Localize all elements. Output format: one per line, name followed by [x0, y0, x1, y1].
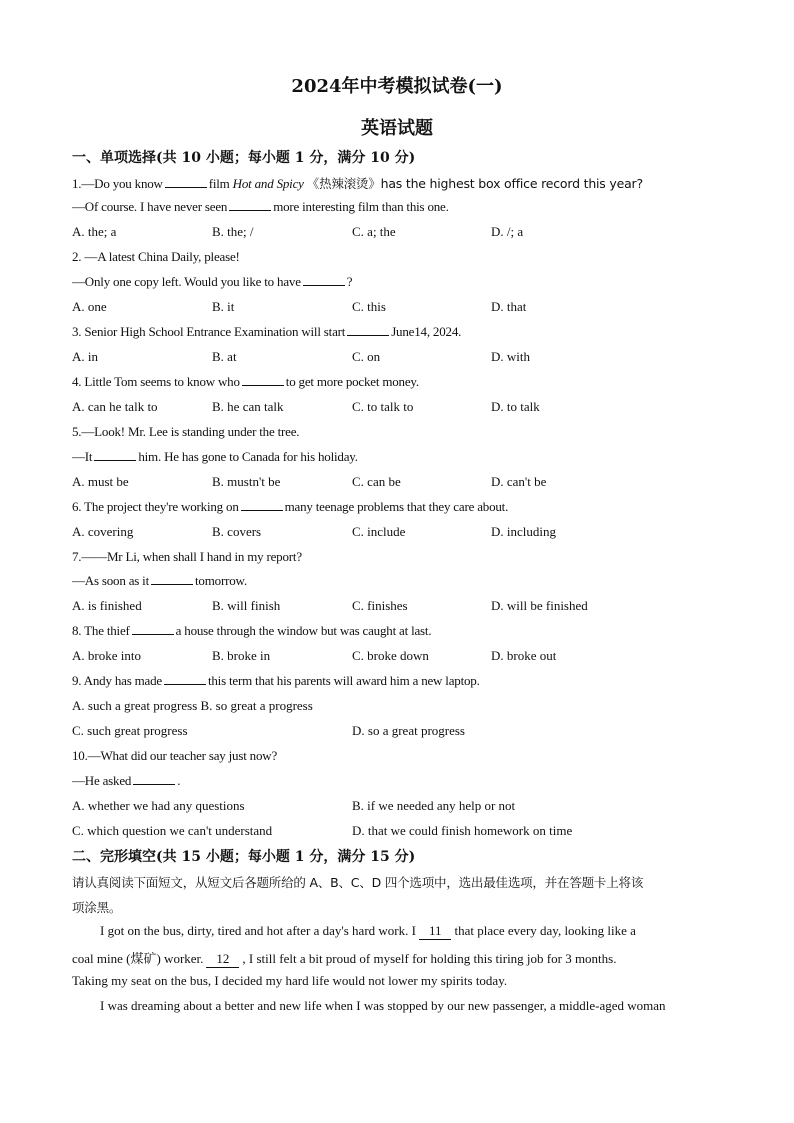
- q5-option-b: B. mustn't be: [212, 474, 281, 489]
- q3-option-d: D. with: [491, 349, 530, 364]
- q1-text-d: —Of course. I have never seen: [72, 199, 228, 214]
- q2-option-a: A. one: [72, 299, 107, 314]
- passage-p2-line1: I was dreaming about a better and new life when I was stopped by our new passenger, a middle-aged woman: [100, 998, 666, 1013]
- q9-option-c: C. such great progress: [72, 723, 188, 738]
- q5-option-c: C. can be: [352, 474, 401, 489]
- q4-option-b: B. he can talk: [212, 399, 284, 414]
- q3-option-c: C. on: [352, 349, 381, 364]
- q4-option-a: A. can he talk to: [72, 399, 158, 414]
- q6-text-b: many teenage problems that they care about.: [284, 499, 509, 514]
- cloze-blank-12: 12: [206, 951, 239, 968]
- q1-text-b: film: [208, 176, 230, 191]
- q9-blank: [164, 673, 206, 685]
- q9-option-b: B. so great a progress: [200, 698, 313, 713]
- q10-option-a: A. whether we had any questions: [72, 798, 245, 813]
- q1-film-title: Hot and Spicy: [232, 176, 304, 191]
- q4-option-d: D. to talk: [491, 399, 540, 414]
- q1-line1: [72, 174, 643, 192]
- passage-text: I got on the bus, dirty, tired and hot after a day's hard work. I: [100, 923, 416, 938]
- q1-text-a: 1.—Do you know: [72, 176, 163, 191]
- q9-text-a: 9. Andy has made: [72, 673, 162, 688]
- q8-text-a: 8. The thief: [72, 623, 130, 638]
- q1-line2: [72, 199, 449, 215]
- q1-text-c: 《热辣滚烫》has the highest box office record this year?: [306, 176, 643, 191]
- section2-instruction-line2: 项涂黑。: [72, 900, 122, 915]
- q7-option-a: A. is finished: [72, 598, 142, 613]
- q10-line2: [72, 773, 180, 789]
- q1-text-e: more interesting film than this one.: [273, 199, 449, 214]
- q7-text-a: —As soon as it: [72, 573, 150, 588]
- q1-blank1: [165, 176, 207, 188]
- q10-option-d: D. that we could finish homework on time: [352, 823, 573, 838]
- q3-option-a: A. in: [72, 349, 98, 364]
- q10-line1: 10.—What did our teacher say just now?: [72, 748, 278, 763]
- q4-text-a: 4. Little Tom seems to know who: [72, 374, 240, 389]
- q8-text-b: a house through the window but was caught at last.: [175, 623, 432, 638]
- q8-option-d: D. broke out: [491, 648, 557, 663]
- q5-text-b: him. He has gone to Canada for his holiday.: [138, 449, 358, 464]
- q5-text-a: —It: [72, 449, 93, 464]
- cloze-blank-11: 11: [419, 923, 452, 940]
- q7-line1: 7.——Mr Li, when shall I hand in my report?: [72, 549, 302, 564]
- q8-line1: [72, 623, 431, 639]
- passage-p1-line3: Taking my seat on the bus, I decided my hard life would not lower my spirits today.: [72, 973, 508, 988]
- q1-blank2: [229, 199, 271, 211]
- q10-text-b: .: [177, 773, 181, 788]
- q3-text-b: June14, 2024.: [391, 324, 462, 339]
- q5-line1: 5.—Look! Mr. Lee is standing under the tree.: [72, 424, 300, 439]
- q1-option-c: C. a; the: [352, 224, 396, 239]
- q1-option-a: A. the; a: [72, 224, 117, 239]
- section2-heading: 二、完形填空(共 15 小题；每小题 1 分，满分 15 分): [72, 849, 416, 865]
- q8-option-a: A. broke into: [72, 648, 141, 663]
- q3-option-b: B. at: [212, 349, 237, 364]
- q1-option-d: D. /; a: [491, 224, 524, 239]
- exam-title: 2024年中考模拟试卷(一): [291, 76, 503, 97]
- q10-option-b: B. if we needed any help or not: [352, 798, 516, 813]
- q3-blank: [347, 324, 389, 336]
- q4-option-c: C. to talk to: [352, 399, 414, 414]
- q8-option-b: B. broke in: [212, 648, 271, 663]
- q2-blank: [303, 274, 345, 286]
- q8-blank: [132, 623, 174, 635]
- q9-text-b: this term that his parents will award him a new laptop.: [207, 673, 480, 688]
- q9-options-ab: [72, 698, 313, 714]
- passage-text: , I still felt a bit proud of myself for holding this tiring job for 3 months.: [242, 951, 617, 966]
- exam-subtitle: 英语试题: [361, 118, 433, 139]
- q2-option-c: C. this: [352, 299, 386, 314]
- q9-option-a: A. such a great progress: [72, 698, 198, 713]
- q6-option-c: C. include: [352, 524, 406, 539]
- q2-line1: 2. —A latest China Daily, please!: [72, 249, 240, 264]
- q3-text-a: 3. Senior High School Entrance Examination will start: [72, 324, 346, 339]
- q2-text-b: ?: [346, 274, 353, 289]
- q5-option-d: D. can't be: [491, 474, 547, 489]
- passage-text: that place every day, looking like a: [454, 923, 636, 938]
- q6-line1: [72, 499, 508, 515]
- q2-option-d: D. that: [491, 299, 527, 314]
- q3-line1: [72, 324, 461, 340]
- passage-p1-line2: [72, 948, 720, 968]
- section2-instruction-line1: 请认真阅读下面短文，从短文后各题所给的 A、B、C、D 四个选项中，选出最佳选项，并在答题卡上将该: [72, 875, 644, 890]
- q6-text-a: 6. The project they're working on: [72, 499, 239, 514]
- q10-option-c: C. which question we can't understand: [72, 823, 273, 838]
- q2-text-a: —Only one copy left. Would you like to have: [72, 274, 301, 289]
- q7-line2: [72, 573, 247, 589]
- q6-option-d: D. including: [491, 524, 556, 539]
- q6-blank: [241, 499, 283, 511]
- q2-option-b: B. it: [212, 299, 235, 314]
- q5-line2: [72, 449, 358, 465]
- passage-text: coal mine (煤矿) worker.: [72, 951, 204, 966]
- q9-line1: [72, 673, 480, 689]
- q7-blank: [151, 573, 193, 585]
- q8-option-c: C. broke down: [352, 648, 429, 663]
- q7-option-c: C. finishes: [352, 598, 408, 613]
- q2-line2: [72, 274, 352, 290]
- q1-option-b: B. the; /: [212, 224, 254, 239]
- q6-option-a: A. covering: [72, 524, 134, 539]
- q4-text-b: to get more pocket money.: [285, 374, 419, 389]
- section1-heading: 一、单项选择(共 10 小题；每小题 1 分，满分 10 分): [72, 150, 416, 166]
- q10-blank: [133, 773, 175, 785]
- q9-option-d: D. so a great progress: [352, 723, 465, 738]
- q7-text-b: tomorrow.: [195, 573, 247, 588]
- q4-blank: [242, 374, 284, 386]
- q6-option-b: B. covers: [212, 524, 262, 539]
- passage-p1-line1: [100, 923, 748, 940]
- q7-option-d: D. will be finished: [491, 598, 588, 613]
- q5-option-a: A. must be: [72, 474, 129, 489]
- q7-option-b: B. will finish: [212, 598, 281, 613]
- q5-blank: [94, 449, 136, 461]
- q10-text-a: —He asked: [72, 773, 132, 788]
- q4-line1: [72, 374, 419, 390]
